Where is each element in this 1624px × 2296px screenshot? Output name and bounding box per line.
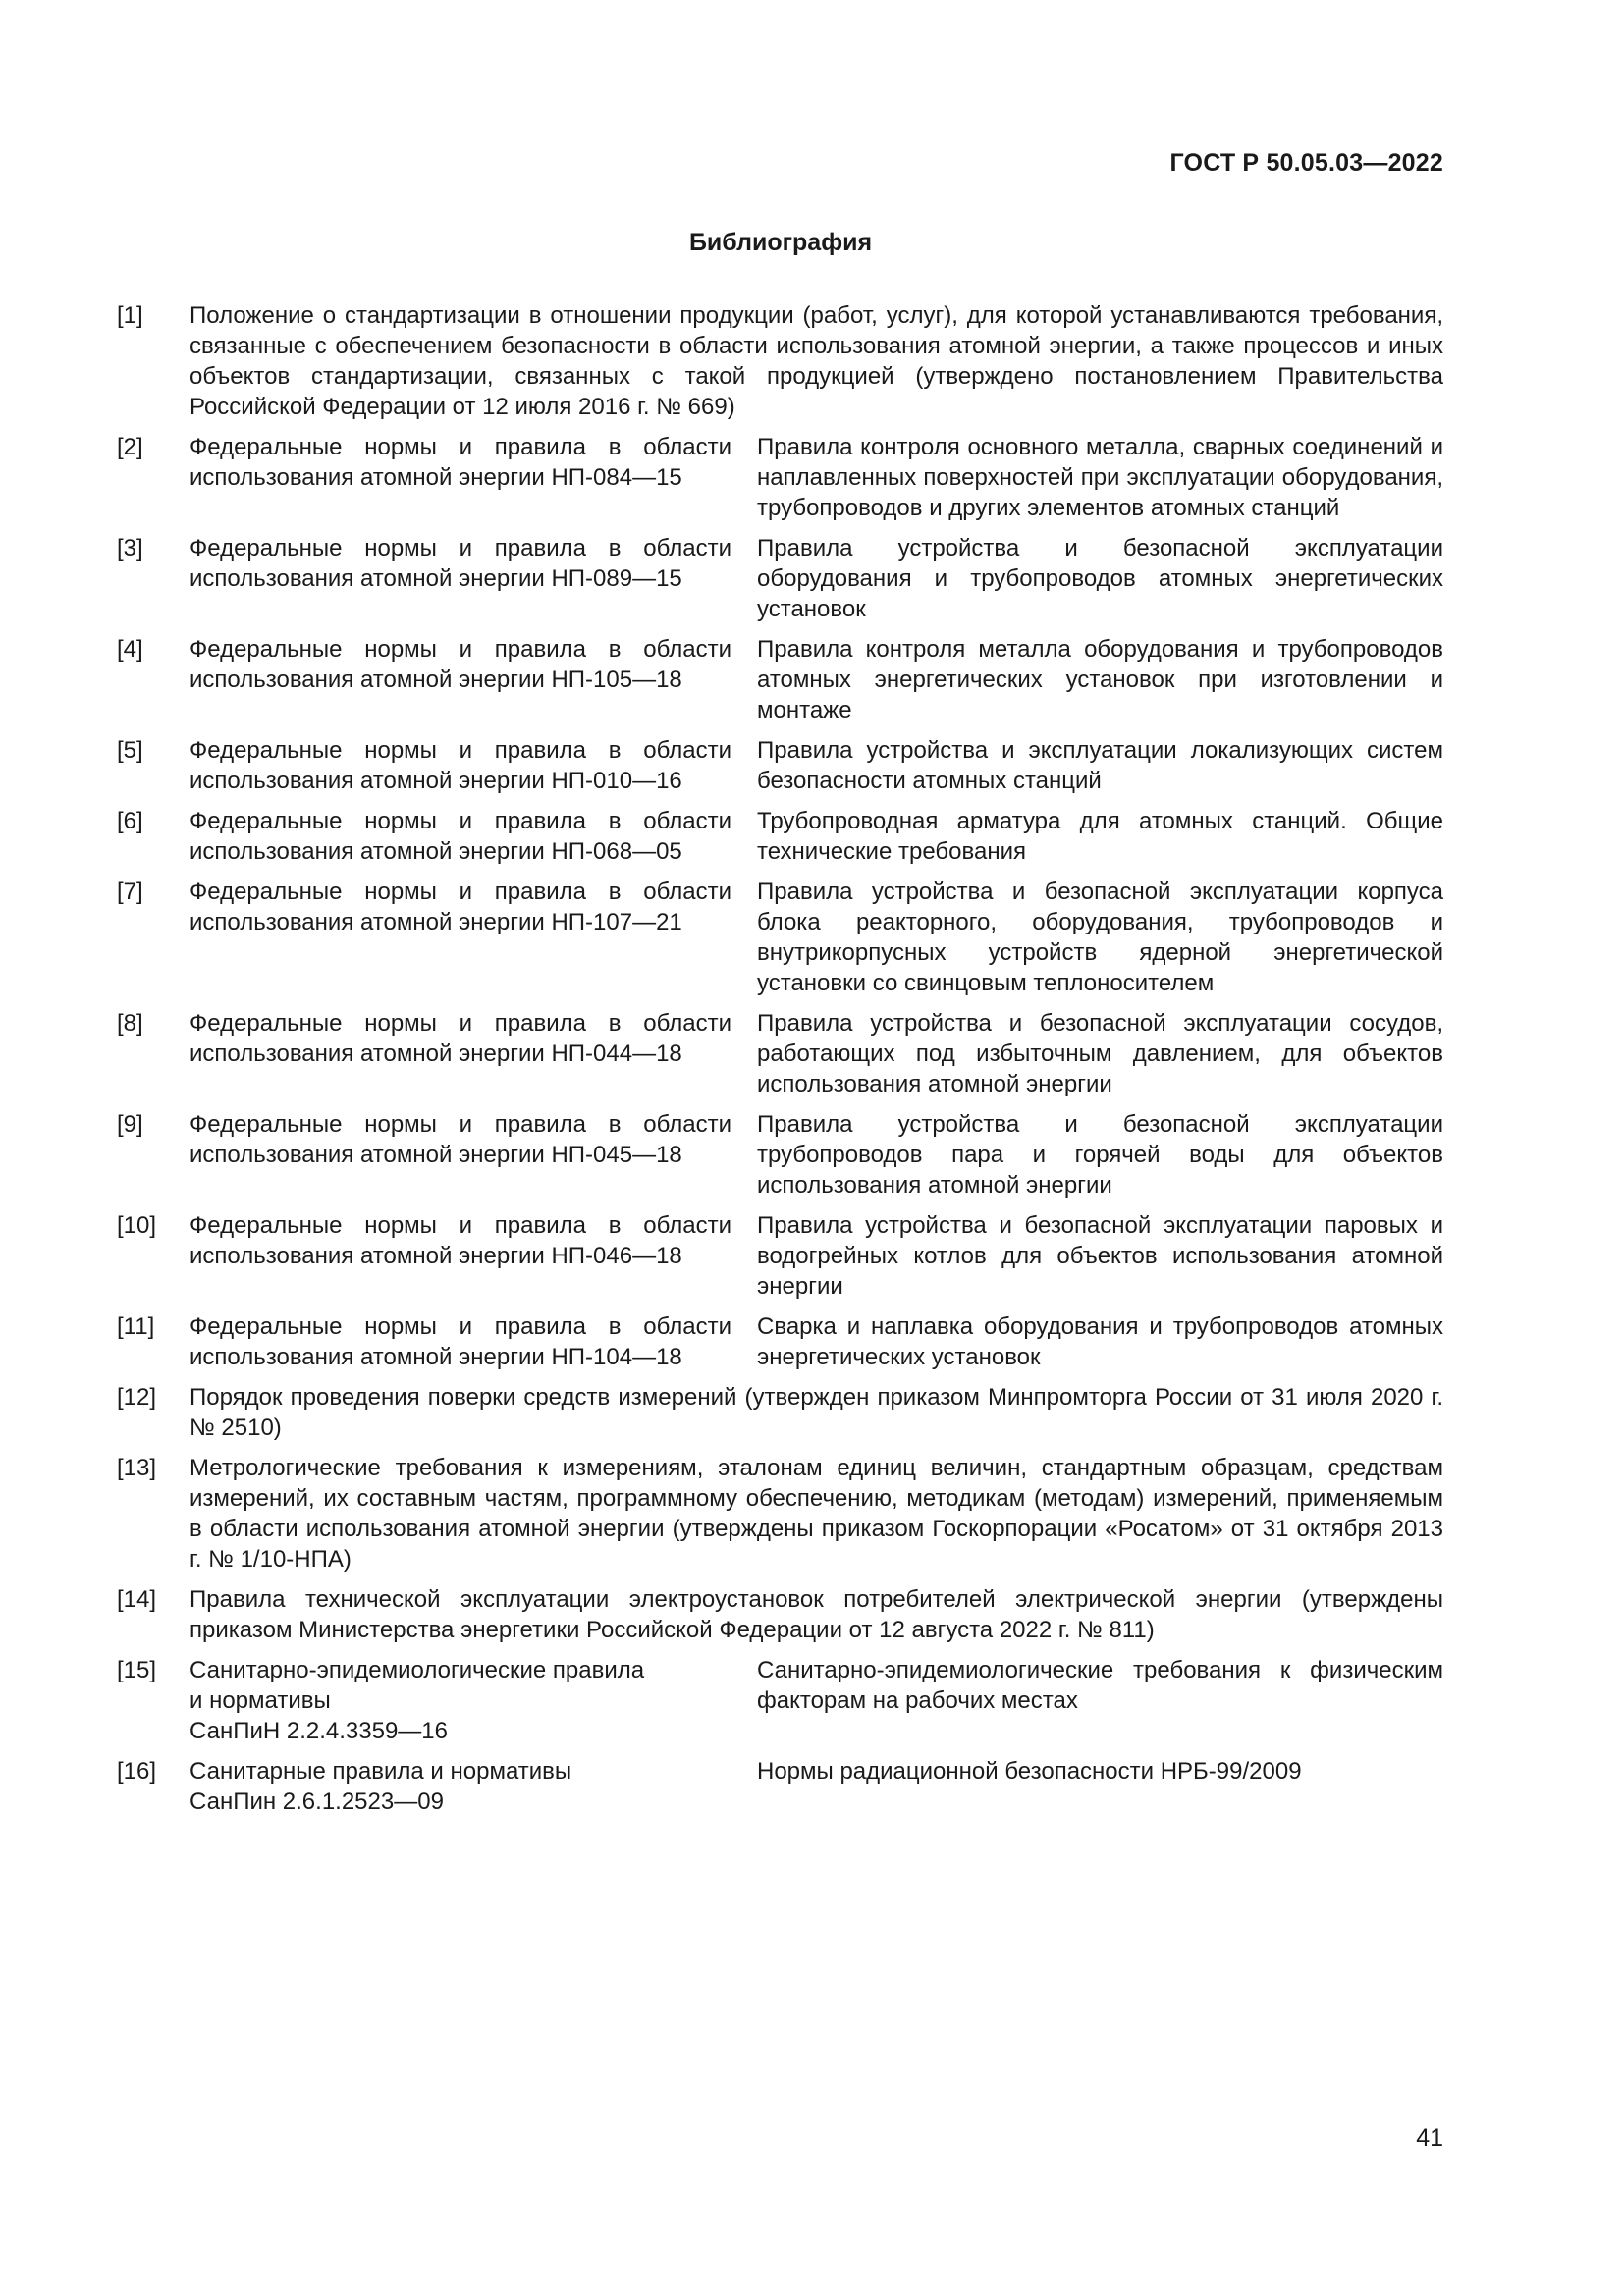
bibliography-entry (117, 1210, 1443, 1302)
entry-text: Правила технической эксплуатации электроустановок потребителей электрической энергии (утверждены приказом Министерства энергетики Российской Федерации от 12 августа 2022 г. № 811) (189, 1586, 1443, 1643)
entry-text: Порядок проведения поверки средств измерений (утвержден приказом Минпромторга России от 31 июля 2020 г. № 2510) (189, 1384, 1443, 1441)
entry-number: [6] (117, 808, 143, 834)
entry-text: Положение о стандартизации в отношении продукции (работ, услуг), для которой устанавливаются требования, связанные с обеспечением безопасности в области использования атомной энергии, а также процессов и иных объектов стандартизации, связанных с такой продукцией (утверждено постановлением Правительства Российской Федерации от 12 июля 2016 г. № 669) (189, 302, 1443, 420)
entry-title: Правила контроля основного металла, сварных соединений и наплавленных поверхностей при эксплуатации оборудования, трубопроводов и других элементов атомных станций (757, 434, 1443, 521)
entry-source: Федеральные нормы и правила в области использования атомной энергии НП-046—18 (189, 1212, 731, 1269)
entry-title: Нормы радиационной безопасности НРБ-99/2009 (757, 1758, 1302, 1785)
entry-source-line: СанПиН 2.2.4.3359—16 (189, 1718, 448, 1744)
entry-number: [3] (117, 535, 143, 561)
entry-number: [15] (117, 1657, 157, 1683)
entry-title: Правила устройства и безопасной эксплуатации сосудов, работающих под избыточным давлением, для объектов использования атомной энергии (757, 1010, 1443, 1097)
entry-number: [8] (117, 1010, 143, 1037)
bibliography-entry (117, 533, 1443, 624)
entry-source: Федеральные нормы и правила в области использования атомной энергии НП-084—15 (189, 434, 731, 491)
entry-title: Правила устройства и безопасной эксплуатации трубопроводов пара и горячей воды для объектов использования атомной энергии (757, 1111, 1443, 1199)
entry-source: Федеральные нормы и правила в области использования атомной энергии НП-107—21 (189, 879, 731, 935)
entry-title: Сварка и наплавка оборудования и трубопроводов атомных энергетических установок (757, 1313, 1443, 1370)
entry-number: [13] (117, 1455, 157, 1481)
entry-number: [1] (117, 302, 143, 329)
bibliography-entry (117, 1584, 1443, 1645)
entry-source (189, 1655, 731, 1746)
entry-source: Федеральные нормы и правила в области использования атомной энергии НП-045—18 (189, 1111, 731, 1168)
entry-source-line: и нормативы (189, 1687, 331, 1714)
entry-source: Федеральные нормы и правила в области использования атомной энергии НП-068—05 (189, 808, 731, 865)
bibliography-entry (117, 432, 1443, 523)
entry-title: Санитарно-эпидемиологические требования к физическим факторам на рабочих местах (757, 1657, 1443, 1714)
entry-number: [11] (117, 1313, 155, 1340)
entry-title: Трубопроводная арматура для атомных станций. Общие технические требования (757, 808, 1443, 865)
bibliography-entry (117, 634, 1443, 725)
entry-title: Правила устройства и безопасной эксплуатации корпуса блока реакторного, оборудования, трубопроводов и внутрикорпусных устройств ядерной энергетической установки со свинцовым теплоносителем (757, 879, 1443, 996)
bibliography-entry (117, 300, 1443, 422)
bibliography-entry (117, 1655, 1443, 1746)
entry-number: [4] (117, 636, 143, 663)
bibliography-entry (117, 735, 1443, 796)
entry-number: [10] (117, 1212, 157, 1239)
entry-source: Федеральные нормы и правила в области использования атомной энергии НП-089—15 (189, 535, 731, 592)
entry-source: Федеральные нормы и правила в области использования атомной энергии НП-010—16 (189, 737, 731, 794)
entry-title: Правила контроля металла оборудования и трубопроводов атомных энергетических установок при изготовлении и монтаже (757, 636, 1443, 723)
bibliography-entry (117, 1109, 1443, 1201)
bibliography-entry (117, 1311, 1443, 1372)
entry-title: Правила устройства и безопасной эксплуатации паровых и водогрейных котлов для объектов использования атомной энергии (757, 1212, 1443, 1300)
bibliography-entry (117, 1382, 1443, 1443)
entry-source: Федеральные нормы и правила в области использования атомной энергии НП-044—18 (189, 1010, 731, 1067)
entry-number: [9] (117, 1111, 143, 1138)
bibliography-entry (117, 1008, 1443, 1099)
entry-source-line: СанПин 2.6.1.2523—09 (189, 1789, 444, 1815)
bibliography-entry (117, 1756, 1443, 1817)
entry-source: Федеральные нормы и правила в области использования атомной энергии НП-105—18 (189, 636, 731, 693)
entry-title: Правила устройства и эксплуатации локализующих систем безопасности атомных станций (757, 737, 1443, 794)
bibliography-entry (117, 1453, 1443, 1575)
entry-number: [12] (117, 1384, 157, 1411)
entry-number: [5] (117, 737, 143, 764)
bibliography-entry (117, 806, 1443, 867)
entry-number: [16] (117, 1758, 157, 1785)
entry-source-line: Санитарные правила и нормативы (189, 1758, 572, 1785)
entry-number: [7] (117, 879, 143, 905)
entry-text: Метрологические требования к измерениям, эталонам единиц величин, стандартным образцам, средствам измерений, их составным частям, программному обеспечению, методикам (методам) измерений, применяемым в области использования атомной энергии (утверждены приказом Госкорпорации «Росатом» от 31 октября 2013 г. № 1/10-НПА) (189, 1455, 1443, 1573)
entry-number: [14] (117, 1586, 157, 1613)
entry-source (189, 1756, 731, 1817)
bibliography-entry (117, 877, 1443, 998)
document-code: ГОСТ Р 50.05.03—2022 (1169, 149, 1443, 177)
page-title: Библиография (688, 229, 873, 256)
entry-number: [2] (117, 434, 143, 460)
entry-source-line: Санитарно-эпидемиологические правила (189, 1657, 645, 1683)
entry-title: Правила устройства и безопасной эксплуатации оборудования и трубопроводов атомных энергетических установок (757, 535, 1443, 622)
entry-source: Федеральные нормы и правила в области использования атомной энергии НП-104—18 (189, 1313, 731, 1370)
bibliography-list (117, 300, 1443, 1827)
page-number: 41 (1416, 2124, 1443, 2152)
